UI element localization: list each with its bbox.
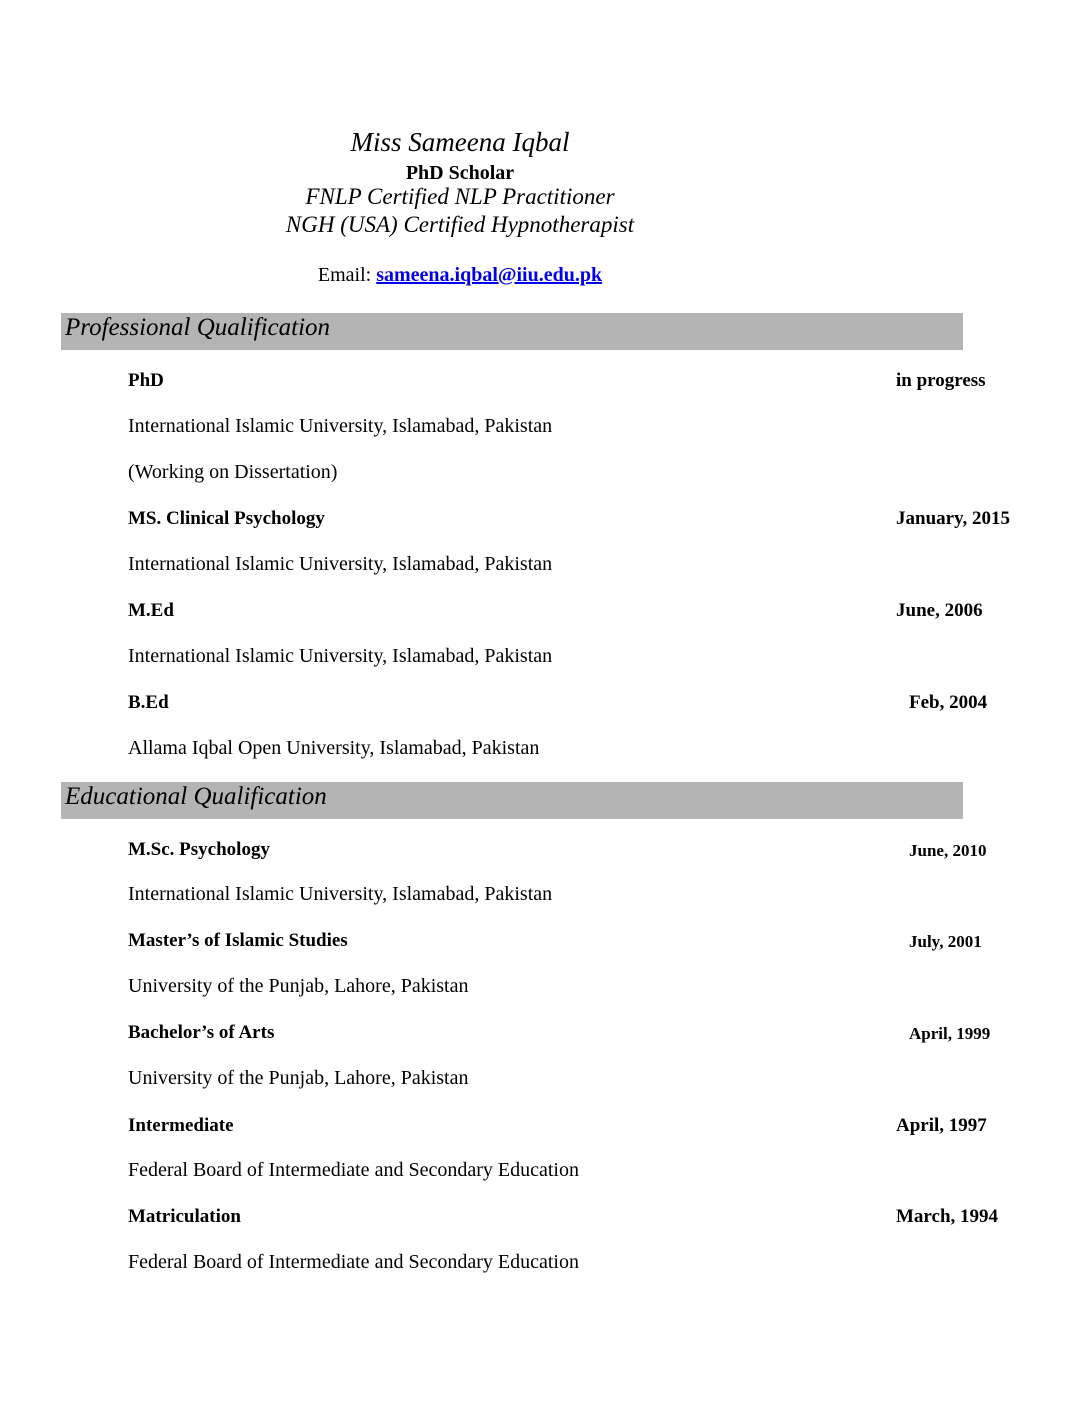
entry-detail: International Islamic University, Islamabad, Pakistan [128,553,553,575]
section-title: Professional Qualification [65,314,331,341]
entry-detail: University of the Punjab, Lahore, Pakistan [128,1067,469,1089]
entry-detail: Federal Board of Intermediate and Secondary Education [128,1251,579,1273]
candidate-name: Miss Sameena Iqbal [350,127,570,157]
entry-date: March, 1994 [896,1206,999,1227]
entry-date: Feb, 2004 [909,692,988,713]
entry-date: June, 2006 [896,600,983,621]
entry-title: Intermediate [128,1115,234,1136]
entry-title: M.Sc. Psychology [128,839,270,860]
section-title: Educational Qualification [65,783,327,810]
entry-date: April, 1997 [896,1115,987,1136]
entry-title: PhD [128,370,164,391]
entry-date: April, 1999 [909,1024,991,1043]
entry-date: June, 2010 [909,841,987,860]
certification-nlp: FNLP Certified NLP Practitioner [305,184,615,209]
entry-title: B.Ed [128,692,169,713]
entry-detail: Federal Board of Intermediate and Secondary Education [128,1159,579,1181]
entry-title: Matriculation [128,1206,241,1227]
entry-title: M.Ed [128,600,174,621]
entry-detail: International Islamic University, Islamabad, Pakistan [128,645,553,667]
entry-detail: (Working on Dissertation) [128,461,338,483]
entry-date: January, 2015 [896,508,1011,529]
entry-detail: International Islamic University, Islamabad, Pakistan [128,883,553,905]
entry-detail: International Islamic University, Islamabad, Pakistan [128,415,553,437]
certification-hypnotherapy: NGH (USA) Certified Hypnotherapist [285,212,635,237]
candidate-subtitle: PhD Scholar [405,162,515,184]
email-label: Email: [317,264,372,286]
entry-title: MS. Clinical Psychology [128,508,325,529]
section-educational-qualification [61,782,963,819]
entry-title: Master’s of Islamic Studies [128,930,348,951]
email-line [0,264,920,287]
entry-title: Bachelor’s of Arts [128,1022,275,1043]
entry-detail: University of the Punjab, Lahore, Pakistan [128,975,469,997]
section-professional-qualification [61,313,963,350]
email-link[interactable]: sameena.iqbal@iiu.edu.pk [376,264,603,286]
entry-date: in progress [896,370,986,391]
entry-detail: Allama Iqbal Open University, Islamabad, Pakistan [128,737,540,759]
entry-date: July, 2001 [909,932,982,951]
